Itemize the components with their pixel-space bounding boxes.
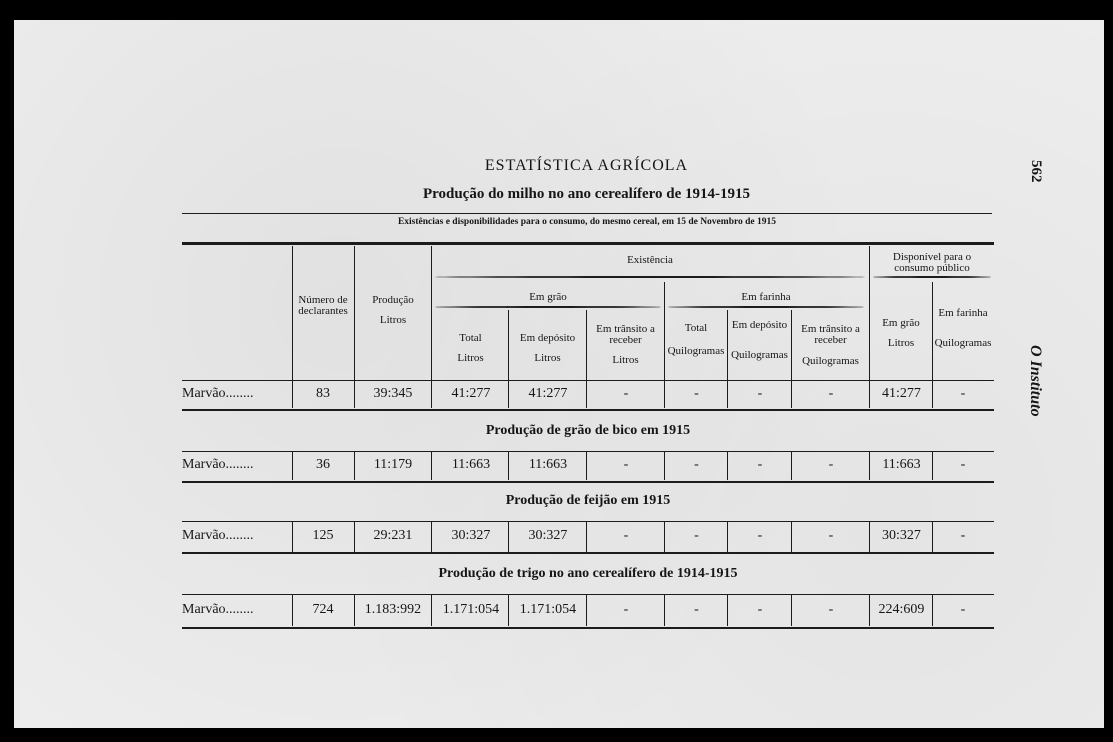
header-far-deposito: Em depósito: [731, 319, 788, 331]
table-row: [182, 454, 994, 480]
section-title: Produção de trigo no ano cerealífero de 1914-1915: [438, 566, 738, 581]
header-existencia: Existência: [627, 254, 673, 266]
cell-disp-farinha: -: [960, 528, 966, 543]
cell-grao-deposito: 11:663: [528, 457, 568, 472]
cell-numero: 125: [312, 528, 334, 543]
header-producao-unit: Litros: [379, 314, 407, 326]
cell-far-transito: -: [828, 528, 834, 543]
cell-grao-transito: -: [623, 457, 629, 472]
cell-grao-deposito: 41:277: [528, 386, 568, 401]
header-producao: Produção: [372, 294, 414, 306]
thick-rule: [182, 242, 994, 245]
header-far-total: Total: [684, 322, 708, 334]
row-name: Marvão........: [182, 457, 254, 472]
header-grao-transito-unit: Litros: [612, 354, 639, 366]
header-grao-total-unit: Litros: [457, 352, 484, 364]
cell-grao-deposito: 30:327: [528, 528, 568, 543]
header-disponivel: Disponível para o consumo público: [892, 251, 972, 274]
cell-far-transito: -: [828, 457, 834, 472]
table-row: [182, 525, 994, 551]
header-em-farinha: Em farinha: [741, 291, 791, 303]
cell-far-transito: -: [828, 386, 834, 401]
header-far-total-unit: Quilogramas: [667, 345, 725, 357]
cell-far-deposito: -: [757, 386, 763, 401]
header-grao-transito: Em trânsito a receber: [596, 323, 655, 346]
page-title: ESTATÍSTICA AGRÍCOLA: [484, 157, 689, 174]
document-page: [14, 20, 1104, 728]
cell-numero: 36: [316, 457, 330, 472]
brace-disponivel: [873, 276, 991, 278]
cell-producao: 11:179: [373, 457, 413, 472]
table-row: [182, 599, 994, 625]
cell-grao-transito: -: [623, 528, 629, 543]
cell-grao-total: 30:327: [451, 528, 491, 543]
brace-existencia: [435, 276, 865, 278]
journal-title: O Instituto: [1027, 345, 1044, 417]
header-grao-total: Total: [459, 332, 482, 344]
cell-far-total: -: [694, 528, 699, 543]
cell-grao-deposito: 1.171:054: [519, 602, 577, 617]
page-number: 562: [1028, 160, 1044, 183]
cell-disp-grao: 41:277: [882, 386, 921, 401]
header-far-deposito-unit: Quilogramas: [731, 349, 788, 361]
brace-em-grao: [435, 306, 661, 308]
section-title: Produção de feijão em 1915: [505, 493, 671, 508]
cell-grao-total: 41:277: [451, 386, 491, 401]
header-em-grao: Em grão: [529, 291, 567, 303]
header-disp-grao: Em grão: [882, 317, 920, 329]
table-row: [182, 382, 994, 408]
cell-grao-total: 11:663: [451, 457, 491, 472]
cell-disp-grao: 224:609: [878, 602, 925, 617]
cell-grao-total: 1.171:054: [442, 602, 500, 617]
cell-far-total: -: [694, 386, 699, 401]
header-disp-grao-unit: Litros: [887, 337, 915, 349]
cell-numero: 83: [316, 386, 330, 401]
section-title: Produção de grão de bico em 1915: [485, 423, 691, 438]
cell-producao: 29:231: [373, 528, 413, 543]
cell-disp-farinha: -: [960, 386, 966, 401]
header-disp-farinha: Em farinha: [938, 307, 988, 319]
cell-far-transito: -: [828, 602, 834, 617]
cell-disp-farinha: -: [960, 457, 966, 472]
cell-far-deposito: -: [757, 602, 763, 617]
cell-producao: 1.183:992: [364, 602, 422, 617]
cell-grao-transito: -: [623, 602, 629, 617]
header-grao-deposito: Em depósito: [519, 332, 576, 344]
cell-far-deposito: -: [757, 457, 763, 472]
cell-far-total: -: [694, 602, 699, 617]
row-name: Marvão........: [182, 602, 254, 617]
header-grao-deposito-unit: Litros: [534, 352, 561, 364]
header-far-transito-unit: Quilogramas: [802, 355, 859, 367]
cell-disp-grao: 11:663: [882, 457, 921, 472]
section1-subtitle: Existências e disponibilidades para o consumo, do mesmo cereal, em 15 de Novembro de 1915: [397, 217, 777, 227]
brace-em-farinha: [668, 306, 864, 308]
rule: [182, 213, 992, 214]
section1-title: Produção do milho no ano cerealífero de 1914-1915: [422, 186, 751, 202]
row-name: Marvão........: [182, 386, 254, 401]
cell-numero: 724: [312, 602, 334, 617]
cell-disp-farinha: -: [960, 602, 966, 617]
cell-far-total: -: [694, 457, 699, 472]
cell-far-deposito: -: [757, 528, 763, 543]
cell-disp-grao: 30:327: [882, 528, 921, 543]
cell-producao: 39:345: [373, 386, 413, 401]
header-disp-farinha-unit: Quilogramas: [934, 337, 992, 349]
header-numero: Número de declarantes: [298, 294, 348, 317]
header-far-transito: Em trânsito a receber: [801, 323, 860, 346]
cell-grao-transito: -: [623, 386, 629, 401]
row-name: Marvão........: [182, 528, 254, 543]
